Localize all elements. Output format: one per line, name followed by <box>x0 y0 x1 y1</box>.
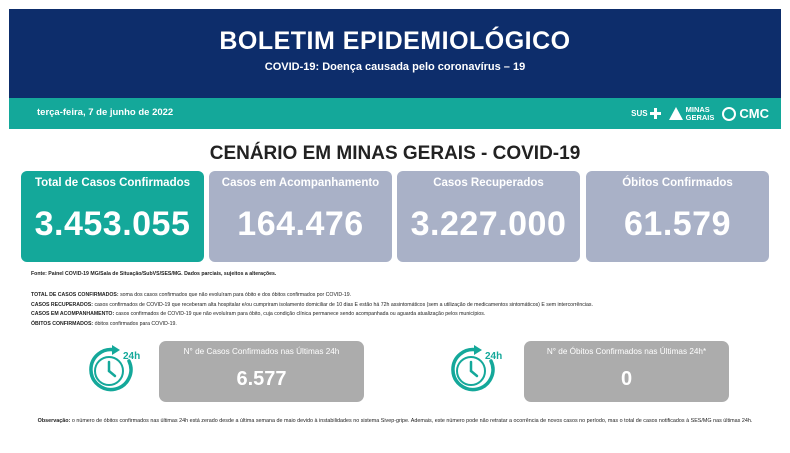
card-label: Casos em Acompanhamento <box>221 177 380 189</box>
card-label: Óbitos Confirmados <box>622 177 733 189</box>
definition-text: soma dos casos confirmados que não evoluíram para óbito e dos óbitos confirmados por COVID-19. <box>120 292 352 298</box>
date-bar <box>9 98 781 129</box>
definition-term: CASOS RECUPERADOS: <box>31 301 93 308</box>
card-value: 3.227.000 <box>410 205 567 243</box>
mg-logo-line2: GERAIS <box>685 112 715 122</box>
definition-term: CASOS EM ACOMPANHAMENTO: <box>31 311 115 317</box>
triangle-icon <box>669 107 683 120</box>
box-label: N° de Óbitos Confirmados nas Últimas 24h* <box>546 347 707 356</box>
clock-24h-icon <box>447 343 503 395</box>
definition-item <box>31 291 771 301</box>
definition-text: casos confirmados de COVID-19 que receberam alta hospitalar e/ou cumpriram isolamento domiciliar de 10 dias E estão há 72h assintomáticos (sem a utilização de medicamentos sintomáticos) E sem intercorrências. <box>94 301 593 308</box>
clock-24h-icon <box>85 343 141 395</box>
sus-logo-text: SUS <box>631 109 648 118</box>
report-date: terça-feira, 7 de junho de 2022 <box>37 107 174 118</box>
box-deaths-24h <box>524 341 729 402</box>
card-deaths <box>586 171 769 262</box>
card-in-follow-up <box>209 171 392 262</box>
card-recovered <box>397 171 580 262</box>
definition-term: TOTAL DE CASOS CONFIRMADOS: <box>31 292 119 298</box>
definition-item <box>31 310 771 320</box>
bulletin-title: BOLETIM EPIDEMIOLÓGICO <box>219 27 571 55</box>
card-value: 164.476 <box>237 205 364 243</box>
definition-term: ÓBITOS CONFIRMADOS: <box>31 320 94 327</box>
mg-logo-text <box>686 106 715 122</box>
card-value: 61.579 <box>624 205 731 243</box>
data-source: Fonte: Painel COVID-19 MG/Sala de Situação/SubVS/SES/MG. Dados parciais, sujeitos a alterações. <box>31 271 277 277</box>
minas-gerais-logo <box>669 106 715 122</box>
card-label: Casos Recuperados <box>433 177 544 189</box>
card-value: 3.453.055 <box>34 205 191 243</box>
note-text: o número de óbitos confirmados nas últimas 24h está zerado desde a última semana de maio devido à instabilidades no sistema Sivep-gripe. Ademais, este número pode não retratar a ocorrência de novos casos no período, mas o total de casos notificados à SES/MG nas últimas 24h. <box>71 418 753 424</box>
note-term: Observação: <box>37 418 71 424</box>
cross-icon <box>650 108 661 119</box>
box-value: 0 <box>620 368 633 390</box>
definition-text: casos confirmados de COVID-19 que não evoluíram para óbito, cuja condição clínica permanece sendo acompanhada ou aguarda atualização pelos municípios. <box>115 311 486 317</box>
clock-24h-label: 24h <box>123 351 141 362</box>
definitions <box>31 291 771 329</box>
definition-item <box>31 320 771 330</box>
header-banner <box>9 9 781 98</box>
section-title: CENÁRIO EM MINAS GERAIS - COVID-19 <box>209 143 581 164</box>
cmc-logo <box>722 106 769 121</box>
sus-logo <box>631 108 660 119</box>
logos-group <box>631 104 769 123</box>
bulletin-subtitle: COVID-19: Doença causada pelo coronavírus – 19 <box>264 61 526 73</box>
observation-note <box>28 417 762 426</box>
card-total-confirmed <box>21 171 204 262</box>
box-value: 6.577 <box>236 368 287 390</box>
box-label: N° de Casos Confirmados nas Últimas 24h <box>183 347 340 356</box>
cmc-logo-text: CMC <box>739 106 769 121</box>
mg-logo-line1: MINAS <box>685 104 710 114</box>
clock-24h-label: 24h <box>485 351 503 362</box>
card-label: Total de Casos Confirmados <box>34 177 191 189</box>
definition-text: óbitos confirmados para COVID-19. <box>94 320 177 327</box>
cmc-ring-icon <box>722 107 736 121</box>
box-cases-24h <box>159 341 364 402</box>
definition-item <box>31 301 771 311</box>
